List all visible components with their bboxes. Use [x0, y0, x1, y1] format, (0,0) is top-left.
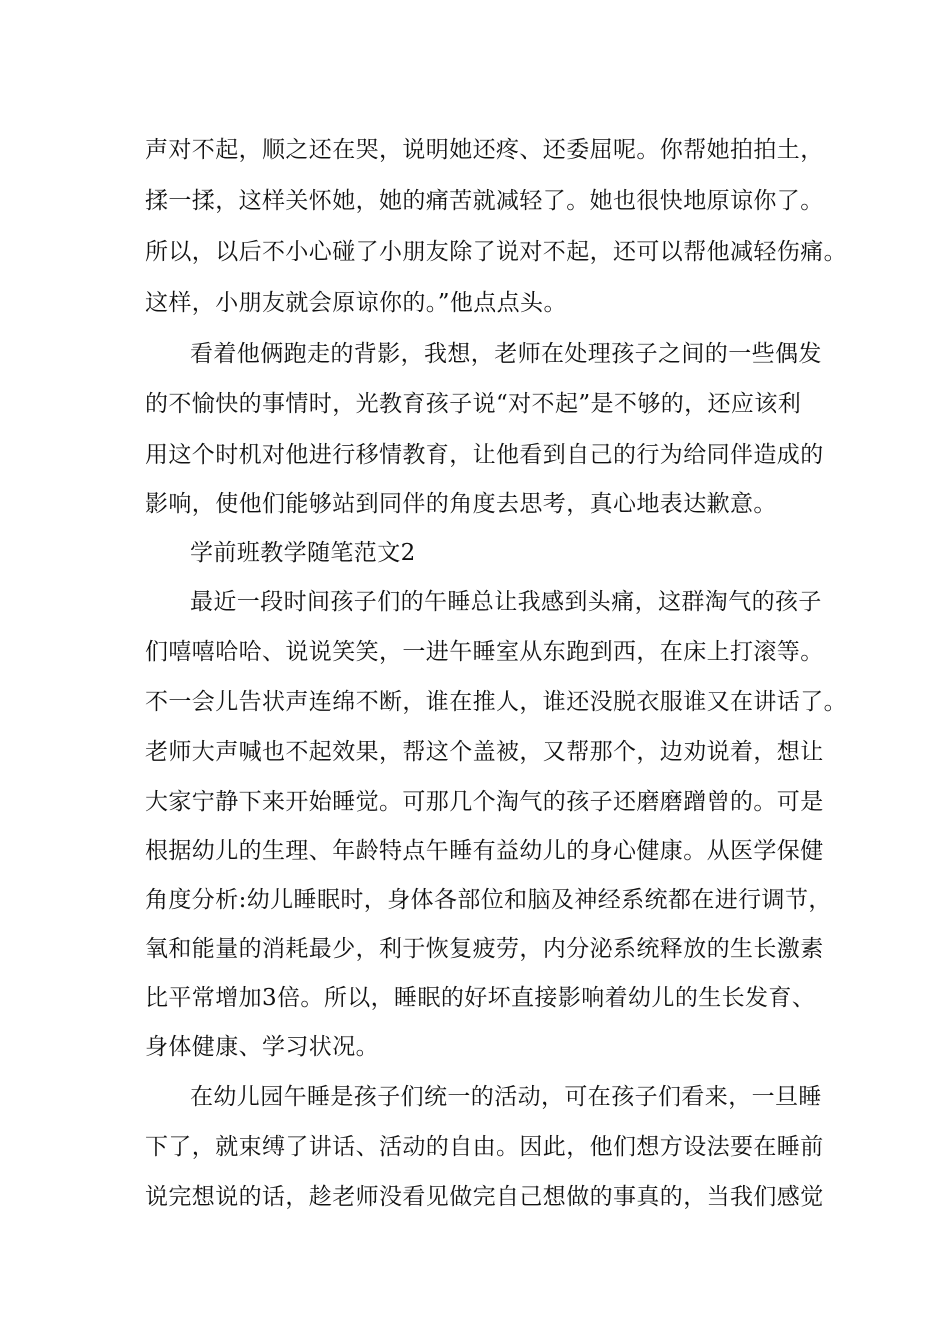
text-line: 这样，小朋友就会原谅你的。”他点点头。 [145, 290, 567, 316]
text-line: 氧和能量的消耗最少，利于恢复疲劳，内分泌系统释放的生长激素 [145, 936, 824, 962]
text-line: 大家宁静下来开始睡觉。可那几个淘气的孩子还磨磨蹭曾的。可是 [145, 789, 824, 815]
text-line: 的不愉快的事情时，光教育孩子说“对不起”是不够的，还应该利 [145, 391, 802, 417]
section-heading: 学前班教学随笔范文2 [190, 540, 416, 566]
text-line: 下了，就束缚了讲话、活动的自由。因此，他们想方设法要在睡前 [145, 1134, 824, 1160]
text-line: 不一会儿告状声连绵不断，谁在推人，谁还没脱衣服谁又在讲话了。 [145, 689, 847, 715]
text-line: 用这个时机对他进行移情教育，让他看到自己的行为给同伴造成的 [145, 442, 824, 468]
text-line: 说完想说的话，趁老师没看见做完自己想做的事真的，当我们感觉 [145, 1184, 824, 1210]
text-line: 最近一段时间孩子们的午睡总让我感到头痛，这群淘气的孩子 [190, 589, 822, 615]
text-line: 比平常增加3倍。所以，睡眠的好坏直接影响着幼儿的生长发育、 [145, 985, 816, 1011]
text-line: 揉一揉，这样关怀她，她的痛苦就减轻了。她也很快地原谅你了。 [145, 188, 824, 214]
text-line: 影响，使他们能够站到同伴的角度去思考，真心地表达歉意。 [145, 491, 777, 517]
text-line: 们嘻嘻哈哈、说说笑笑，一进午睡室从东跑到西，在床上打滚等。 [145, 639, 824, 665]
text-line: 所以，以后不小心碰了小朋友除了说对不起，还可以帮他减轻伤痛。 [145, 239, 847, 265]
text-line: 角度分析:幼儿睡眠时，身体各部位和脑及神经系统都在进行调节， [145, 887, 832, 913]
text-line: 在幼儿园午睡是孩子们统一的活动，可在孩子们看来，一旦睡 [190, 1084, 822, 1110]
text-line: 声对不起，顺之还在哭，说明她还疼、还委屈呢。你帮她拍拍土， [145, 137, 824, 163]
text-line: 身体健康、学习状况。 [145, 1034, 379, 1060]
text-line: 老师大声喊也不起效果，帮这个盖被，又帮那个，边劝说着，想让 [145, 739, 824, 765]
text-line: 看着他俩跑走的背影，我想，老师在处理孩子之间的一些偶发 [190, 341, 822, 367]
text-line: 根据幼儿的生理、年龄特点午睡有益幼儿的身心健康。从医学保健 [145, 838, 824, 864]
